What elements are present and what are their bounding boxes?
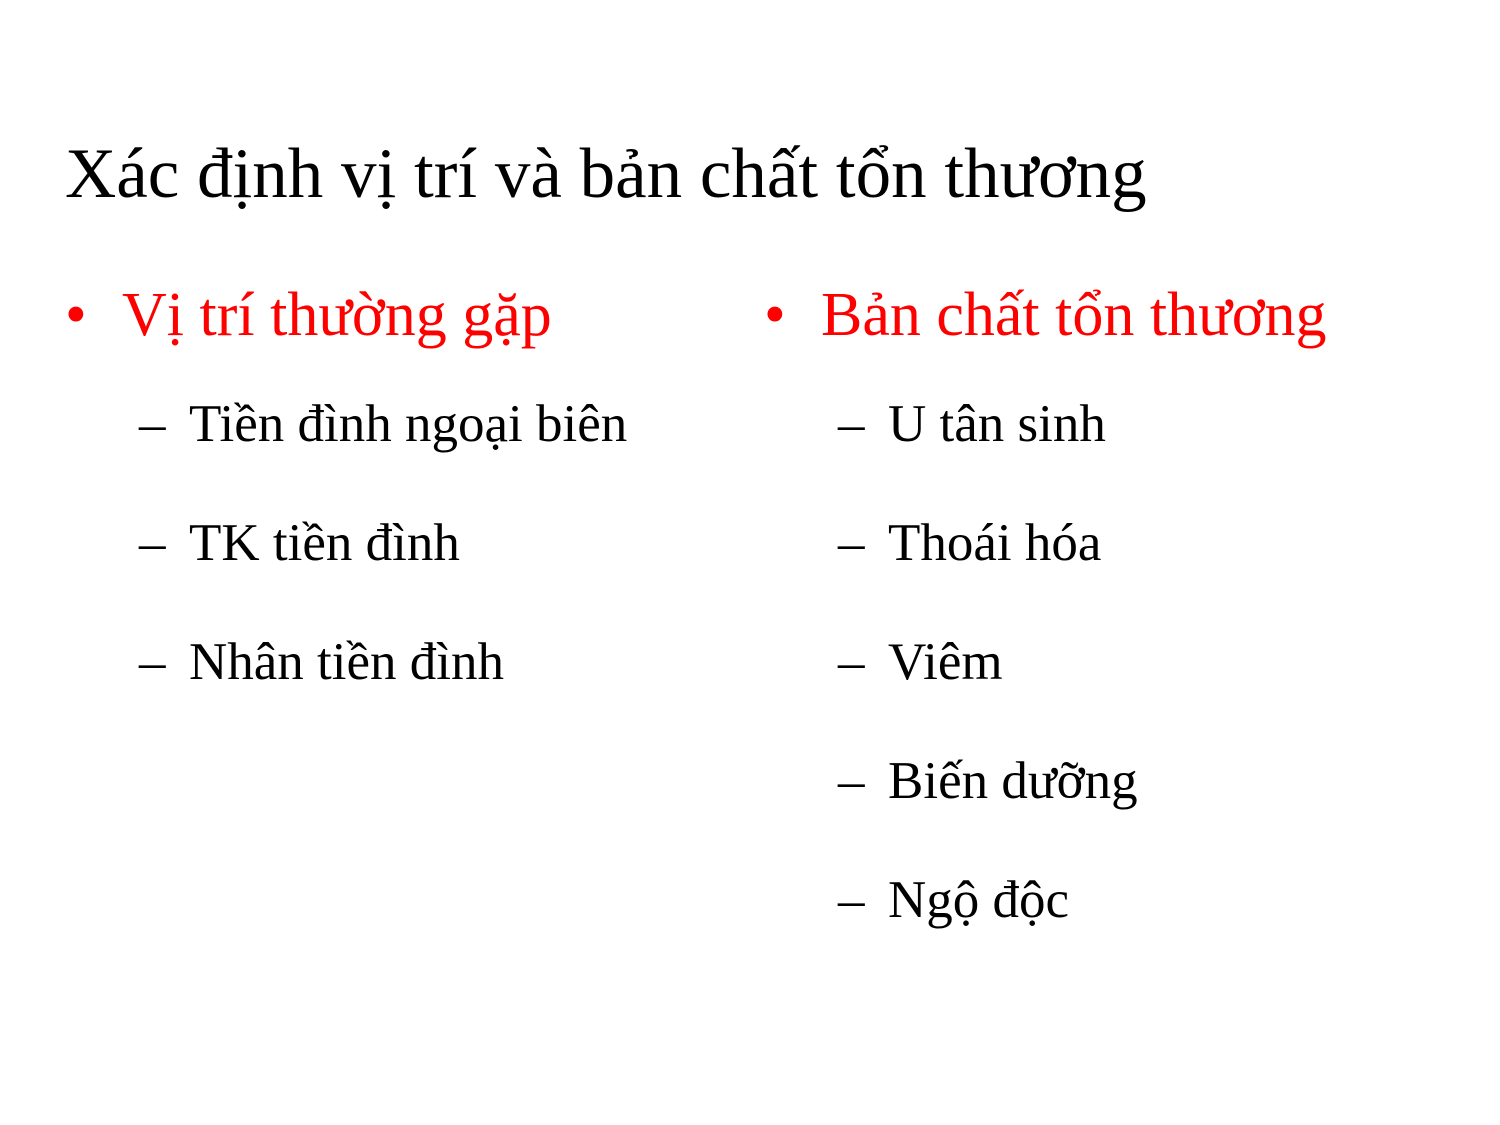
list-item-text: Ngộ độc [888,871,1070,929]
dash-icon: – [838,633,865,691]
list-item [139,511,627,575]
list-item-text: Nhân tiền đình [189,633,504,691]
list-item [838,392,1326,456]
list-item [139,392,627,456]
list-item-text: Thoái hóa [888,514,1102,572]
list-item-text: U tân sinh [888,395,1106,453]
heading-location: Vị trí thường gặp [122,281,552,349]
column-location [65,276,627,749]
dash-icon: – [838,752,865,810]
list-item [838,511,1326,575]
list-item [838,630,1326,694]
bullet-icon: • [764,281,786,349]
slide-title: Xác định vị trí và bản chất tổn thương [65,135,1147,213]
bullet-heading-nature [764,276,1326,354]
dash-icon: – [838,395,865,453]
bullet-heading-location [65,276,627,354]
dash-icon: – [139,514,166,572]
list-item-text: Tiền đình ngoại biên [189,395,628,453]
dash-icon: – [838,871,865,929]
list-item [838,749,1326,813]
list-item [139,630,627,694]
nature-list [764,392,1326,932]
list-item-text: TK tiền đình [189,514,460,572]
bullet-icon: • [65,281,87,349]
column-nature [764,276,1326,987]
list-item [838,868,1326,932]
heading-nature: Bản chất tổn thương [821,281,1327,349]
location-list [65,392,627,694]
list-item-text: Viêm [888,633,1003,691]
dash-icon: – [139,395,166,453]
dash-icon: – [139,633,166,691]
dash-icon: – [838,514,865,572]
list-item-text: Biến dưỡng [888,752,1138,810]
